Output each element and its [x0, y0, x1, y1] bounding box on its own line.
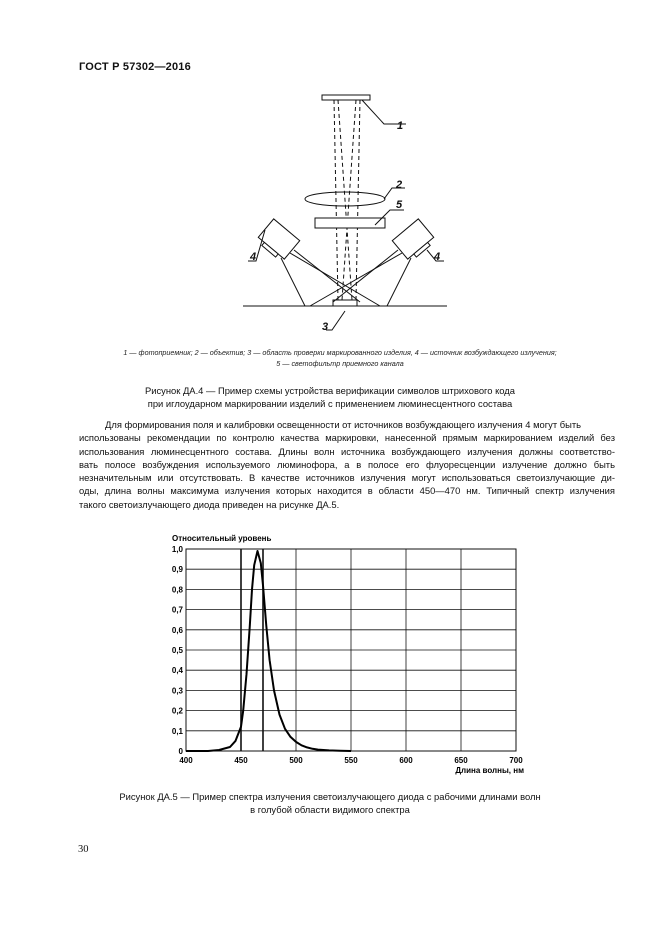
label-1: 1 — [397, 120, 404, 132]
figure4-caption-line1: Рисунок ДА.4 — Пример схемы устройства верификации символов штрихового кода — [145, 385, 515, 396]
figure4-caption-line2: при иглоударном маркировании изделий с применением люминесцентного состава — [147, 398, 513, 409]
figure4-legend-line2: 5 — светофильтр приемного канала — [276, 359, 404, 368]
y-tick-label: 0,3 — [171, 686, 183, 696]
spectrum-line — [186, 551, 351, 751]
label-4-right: 4 — [434, 251, 441, 263]
paragraph-line: использованы рекомендации по контролю качества маркировки, нанесенной прямым маркированием изделий без — [79, 432, 615, 444]
figure4-legend-line1: 1 — фотоприемник; 2 — объектив; 3 — область проверки маркированного изделия, 4 — источник возбуждающего излучения; — [123, 348, 557, 357]
figure5-caption-line2: в голубой области видимого спектра — [250, 804, 410, 815]
paragraph-line: вать полосе возбуждения используемого люминофора, а в полосе его флуоресценции излучение должно быть — [79, 458, 615, 470]
y-tick-label: 0,9 — [171, 565, 183, 575]
page-number: 30 — [78, 844, 89, 855]
x-tick-label: 650 — [454, 756, 468, 765]
y-tick-label: 0,2 — [171, 706, 183, 716]
y-tick-label: 1,0 — [171, 545, 183, 554]
y-tick-label: 0,1 — [171, 726, 183, 736]
x-axis-title: Длина волны, нм — [455, 766, 524, 775]
paragraph-line: использования люминесцентного состава. Длины волн источника возбуждающего излучения должны соответство- — [79, 445, 615, 457]
y-axis-title: Относительный уровень — [172, 534, 272, 543]
x-tick-label: 600 — [399, 756, 413, 765]
document-header: ГОСТ Р 57302—2016 — [79, 61, 191, 73]
paragraph-line: незначительным или отсутствовать. В качестве источников излучения могут использоваться светоизлучающие ди- — [79, 472, 615, 484]
x-tick-label: 500 — [289, 756, 303, 765]
y-tick-label: 0,8 — [171, 585, 183, 595]
y-tick-label: 0,7 — [171, 605, 183, 615]
chart-grid — [186, 549, 516, 751]
x-tick-label: 550 — [344, 756, 358, 765]
chart-series — [186, 551, 351, 751]
x-tick-label: 700 — [509, 756, 523, 765]
label-4-left: 4 — [250, 251, 257, 263]
y-tick-label: 0,6 — [171, 625, 183, 635]
y-tick-label: 0,4 — [171, 666, 183, 676]
paragraph-line: оды, длина волны максимума излучения которых находится в области 450—470 нм. Типичный спектр излучения — [79, 485, 615, 497]
y-tick-label: 0 — [178, 747, 183, 756]
x-tick-label: 450 — [234, 756, 248, 765]
y-tick-label: 0,5 — [171, 646, 183, 655]
label-3: 3 — [322, 321, 329, 333]
paragraph-line: такого светоизлучающего диода приведен на рисунке ДА.5. — [79, 498, 340, 510]
x-tick-label: 400 — [179, 756, 193, 765]
label-2: 2 — [396, 179, 403, 191]
label-5: 5 — [396, 199, 403, 211]
figure5-caption-line1: Рисунок ДА.5 — Пример спектра излучения светоизлучающего диода с рабочими длинами волн — [119, 791, 541, 802]
axis-ticks — [172, 545, 523, 765]
paragraph-line: Для формирования поля и калибровки освещенности от источников возбуждающего излучения 4 могут быть — [105, 419, 582, 430]
